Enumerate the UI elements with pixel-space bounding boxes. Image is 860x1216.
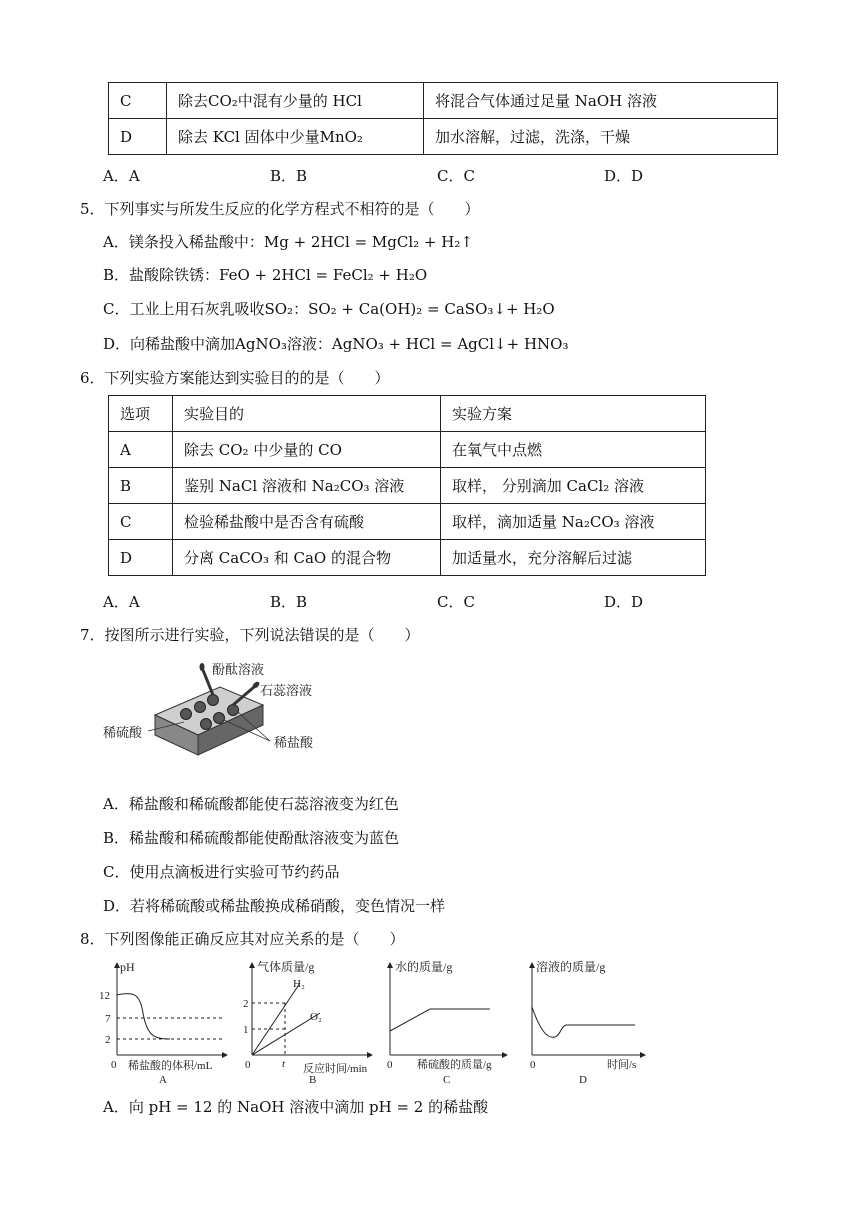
graph-b-tick: 1: [243, 1024, 249, 1036]
well: [195, 702, 206, 713]
cell-goal: 分离 CaCO₃ 和 CaO 的混合物: [173, 540, 441, 576]
well: [201, 719, 212, 730]
well: [208, 695, 219, 706]
q7-option-d[interactable]: D．若将稀硫酸或稀盐酸换成稀硝酸，变色情况一样: [103, 897, 446, 915]
graph-b-ylabel: 气体质量/g: [257, 960, 315, 974]
cell-goal: 除去 CO₂ 中少量的 CO: [173, 432, 441, 468]
graph-a-xlabel: 稀盐酸的体积/mL: [128, 1060, 213, 1072]
graph-a-caption: A: [159, 1074, 167, 1086]
cell-option: D: [109, 119, 167, 155]
graph-a-tick: 7: [105, 1013, 111, 1025]
label-phenolphthalein: 酚酞溶液: [212, 662, 265, 677]
q5-option-a[interactable]: A．镁条投入稀盐酸中：Mg + 2HCl = MgCl₂ + H₂↑: [103, 233, 473, 251]
graph-a-ylabel: pH: [120, 960, 135, 974]
table-row: [109, 432, 706, 468]
cell-plan: 在氧气中点燃: [441, 432, 706, 468]
spot-plate-figure: [100, 655, 340, 775]
table-q4: [108, 82, 778, 155]
q8-stem: 8．下列图像能正确反应其对应关系的是（ ）: [80, 930, 405, 948]
graph-b-origin: 0: [245, 1059, 251, 1071]
graph-a-curve: [117, 994, 170, 1039]
q5-option-c[interactable]: C．工业上用石灰乳吸收SO₂：SO₂ + Ca(OH)₂ = CaSO₃↓+ H₂O: [103, 300, 555, 318]
graph-b-tick: 2: [243, 998, 249, 1010]
q6-options: [103, 591, 823, 612]
well: [181, 709, 192, 720]
cell-goal: 除去CO₂中混有少量的 HCl: [167, 83, 424, 119]
q8-option-a[interactable]: A．向 pH = 12 的 NaOH 溶液中滴加 pH = 2 的稀盐酸: [103, 1098, 489, 1116]
option-c[interactable]: C．C: [437, 593, 475, 611]
cell-plan: 加水溶解，过滤，洗涤，干燥: [424, 119, 778, 155]
header-goal: 实验目的: [173, 396, 441, 432]
graph-c-origin: 0: [387, 1059, 393, 1071]
label-hydrochloric-acid: 稀盐酸: [274, 735, 314, 750]
graph-b-t: t: [282, 1058, 286, 1070]
cell-option: D: [109, 540, 173, 576]
table-header-row: [109, 396, 706, 432]
graph-c-caption: C: [443, 1074, 451, 1086]
q5-stem: 5．下列事实与所发生反应的化学方程式不相符的是（ ）: [80, 200, 480, 218]
header-option: 选项: [109, 396, 173, 432]
dropper-bulb: [200, 663, 205, 671]
table-row: [109, 540, 706, 576]
q5-option-b[interactable]: B．盐酸除铁锈：FeO + 2HCl = FeCl₂ + H₂O: [103, 266, 428, 284]
table-q6: [108, 395, 706, 576]
header-plan: 实验方案: [441, 396, 706, 432]
q7-option-b[interactable]: B．稀盐酸和稀硫酸都能使酚酞溶液变为蓝色: [103, 829, 400, 847]
graph-c-line: [390, 1009, 490, 1031]
cell-option: C: [109, 504, 173, 540]
cell-option: C: [109, 83, 167, 119]
option-a[interactable]: A．A: [103, 593, 140, 611]
graph-d-ylabel: 溶液的质量/g: [536, 960, 606, 974]
graph-d-caption: D: [579, 1074, 587, 1086]
table-row: [109, 119, 778, 155]
graph-b-series-h2: H₂: [293, 978, 305, 990]
cell-plan: 取样， 分别滴加 CaCl₂ 溶液: [441, 468, 706, 504]
option-d[interactable]: D．D: [604, 167, 644, 185]
graph-a-tick: 12: [99, 990, 110, 1002]
cell-plan: 将混合气体通过足量 NaOH 溶液: [424, 83, 778, 119]
q6-stem: 6．下列实验方案能达到实验目的的是（ ）: [80, 369, 390, 387]
graph-b-xlabel: 反应时间/min: [303, 1063, 368, 1075]
graph-a-origin: 0: [111, 1059, 117, 1071]
cell-goal: 鉴别 NaCl 溶液和 Na₂CO₃ 溶液: [173, 468, 441, 504]
well: [228, 705, 239, 716]
q7-stem: 7．按图所示进行实验，下列说法错误的是（ ）: [80, 626, 420, 644]
graph-c-xlabel: 稀硫酸的质量/g: [417, 1059, 492, 1071]
graph-b-caption: B: [309, 1074, 317, 1086]
label-sulfuric-acid: 稀硫酸: [103, 725, 143, 740]
option-c[interactable]: C．C: [437, 167, 475, 185]
graph-b-line-h2: [252, 983, 300, 1055]
option-d[interactable]: D．D: [604, 593, 644, 611]
graph-d-origin: 0: [530, 1059, 536, 1071]
q7-option-a[interactable]: A．稀盐酸和稀硫酸都能使石蕊溶液变为红色: [103, 795, 399, 813]
graph-c-ylabel: 水的质量/g: [395, 960, 453, 974]
cell-goal: 检验稀盐酸中是否含有硫酸: [173, 504, 441, 540]
label-litmus: 石蕊溶液: [260, 683, 313, 698]
graph-a-tick: 2: [105, 1034, 111, 1046]
cell-option: B: [109, 468, 173, 504]
table-row: [109, 83, 778, 119]
option-a[interactable]: A．A: [103, 167, 140, 185]
cell-plan: 加适量水，充分溶解后过滤: [441, 540, 706, 576]
graph-d-curve: [532, 1007, 635, 1037]
q8-graphs: [95, 955, 655, 1090]
graph-d-xlabel: 时间/s: [607, 1059, 637, 1071]
q7-option-c[interactable]: C．使用点滴板进行实验可节约药品: [103, 863, 340, 881]
q5-option-d[interactable]: D．向稀盐酸中滴加AgNO₃溶液：AgNO₃ + HCl = AgCl↓+ HNO₃: [103, 335, 569, 353]
well: [214, 713, 225, 724]
q4-options: [103, 165, 823, 186]
cell-goal: 除去 KCl 固体中少量MnO₂: [167, 119, 424, 155]
cell-plan: 取样，滴加适量 Na₂CO₃ 溶液: [441, 504, 706, 540]
table-row: [109, 468, 706, 504]
option-b[interactable]: B．B: [270, 593, 308, 611]
table-row: [109, 504, 706, 540]
graph-b-series-o2: O₂: [310, 1011, 322, 1023]
cell-option: A: [109, 432, 173, 468]
option-b[interactable]: B．B: [270, 167, 308, 185]
